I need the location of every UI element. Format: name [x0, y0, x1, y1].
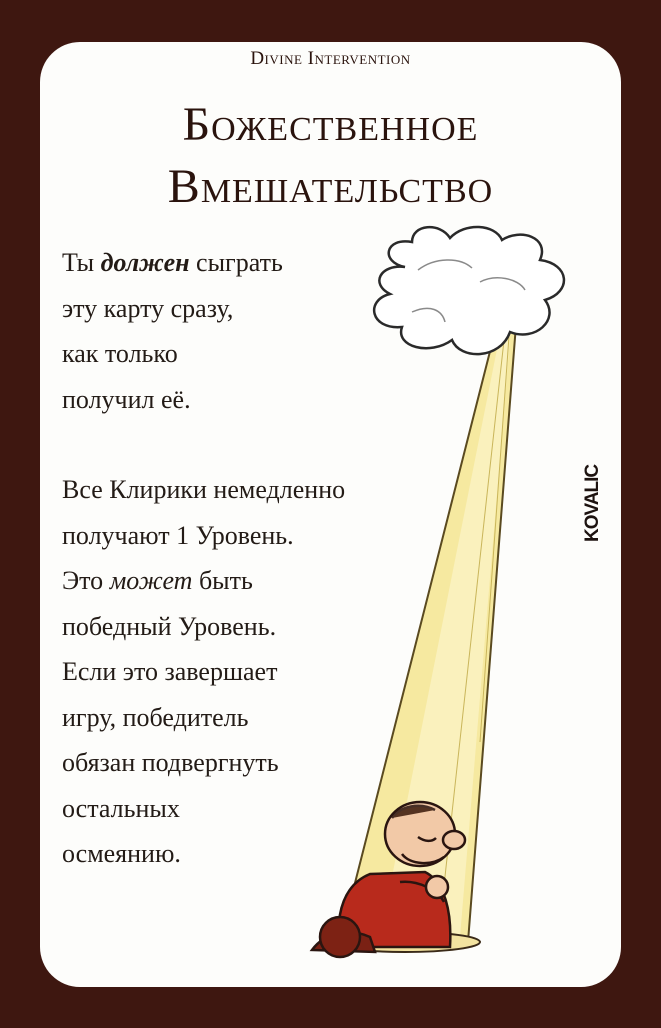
rules-line: Все Клирики немедленно	[62, 475, 346, 504]
rules-line: Это может быть	[62, 566, 253, 595]
rules-line: игру, победитель	[62, 702, 249, 732]
rules-line: Ты должен сыграть	[62, 248, 283, 277]
card-title-line-1: Божественное	[182, 98, 479, 151]
game-card	[40, 42, 621, 987]
rules-line: получают 1 Уровень.	[62, 520, 294, 550]
rules-line: осмеянию.	[62, 839, 181, 868]
artist-signature: KOVALIC	[582, 464, 603, 542]
rules-line: как только	[62, 339, 178, 368]
card-rules-text	[62, 240, 442, 877]
emphasis-may: может	[109, 566, 193, 595]
card-title-line-2: Вмешательство	[167, 160, 494, 213]
emphasis-must: должен	[100, 248, 190, 277]
rules-line: Если это завершает	[62, 657, 278, 686]
rules-line: остальных	[62, 793, 180, 823]
card-subtitle: Divine Intervention	[250, 48, 411, 69]
rules-line: эту карту сразу,	[62, 293, 234, 323]
rules-line: обязан подвергнуть	[62, 748, 279, 777]
rules-line: получил её.	[62, 384, 191, 414]
rules-line: победный Уровень.	[62, 611, 277, 641]
